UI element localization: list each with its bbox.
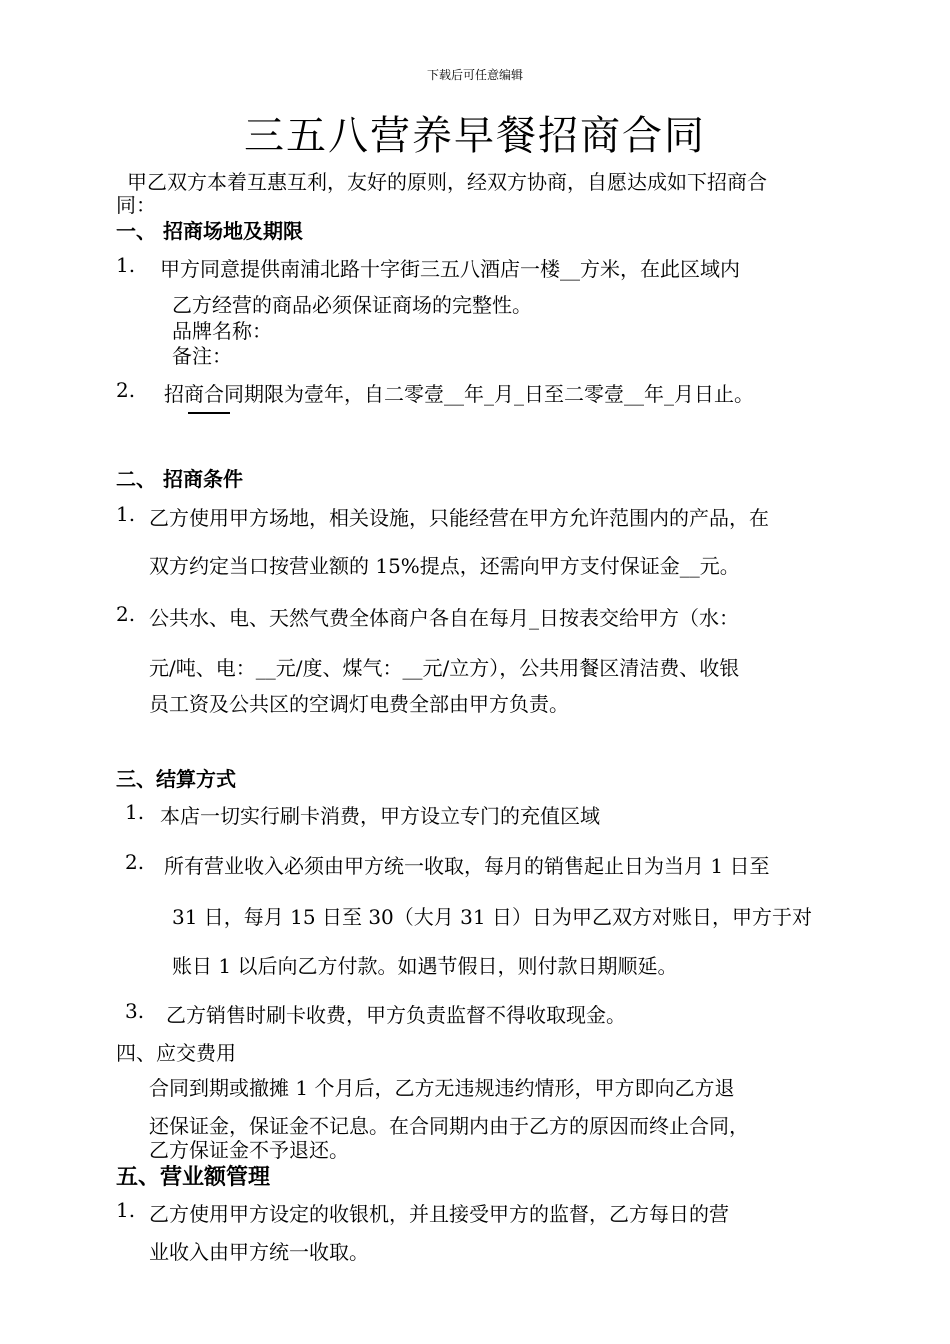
intro-line-1: 甲乙双方本着互惠互利，友好的原则，经双方协商，自愿达成如下招商合 xyxy=(127,170,767,194)
section-3-item-2-line-3: 账日 1 以后向乙方付款。如遇节假日，则付款日期顺延。 xyxy=(172,954,678,978)
header-note: 下载后可任意编辑 xyxy=(426,68,523,82)
section-2-item-1-number: 1. xyxy=(116,502,136,526)
section-3-item-1-number: 1. xyxy=(125,800,145,824)
section-3-item-1-text: 本店一切实行刷卡消费，甲方设立专门的充值区域 xyxy=(160,804,600,828)
section-4-line-1: 合同到期或撤摊 1 个月后，乙方无违规违约情形，甲方即向乙方退 xyxy=(149,1076,735,1100)
section-3-item-2-text: 所有营业收入必须由甲方统一收取，每月的销售起止日为当月 1 日至 xyxy=(164,854,770,878)
section-2-item-1-text: 乙方使用甲方场地，相关设施，只能经营在甲方允许范围内的产品，在 xyxy=(149,506,769,530)
remark-label: 备注： xyxy=(172,344,232,368)
section-3-heading: 三、结算方式 xyxy=(116,767,236,791)
document-title: 三五八营养早餐招商合同 xyxy=(244,113,706,159)
section-4-line-3: 乙方保证金不予退还。 xyxy=(149,1138,349,1162)
section-5-item-1-number: 1. xyxy=(116,1198,136,1222)
section-3-item-3-number: 3. xyxy=(125,999,145,1023)
section-3-item-2-number: 2. xyxy=(125,850,145,874)
section-3-item-2-line-2: 31 日，每月 15 日至 30（大月 31 日）日为甲乙双方对账日，甲方于对 xyxy=(172,905,812,929)
section-4-line-2: 还保证金，保证金不记息。在合同期内由于乙方的原因而终止合同， xyxy=(149,1114,749,1138)
section-2-item-2-line-3: 员工资及公共区的空调灯电费全部由甲方负责。 xyxy=(149,692,569,716)
section-1-item-1-text: 甲方同意提供南浦北路十字街三五八酒店一楼__方米，在此区域内 xyxy=(160,257,740,281)
section-2-item-2-line-2: 元/吨、电：__元/度、煤气：__元/立方），公共用餐区清洁费、收银 xyxy=(149,656,740,680)
intro-line-2: 同： xyxy=(116,193,156,217)
section-1-item-1-number: 1. xyxy=(116,253,136,277)
underline-mark xyxy=(188,412,230,414)
section-1-item-2-number: 2. xyxy=(116,378,136,402)
section-2-item-2-text: 公共水、电、天然气费全体商户各自在每月_日按表交给甲方（水： xyxy=(149,606,739,630)
section-5-heading: 五、营业额管理 xyxy=(116,1164,271,1190)
section-4-heading: 四、应交费用 xyxy=(116,1041,236,1065)
section-5-item-1-line-2: 业收入由甲方统一收取。 xyxy=(149,1240,369,1264)
section-1-item-2-text: 招商合同期限为壹年，自二零壹__年_月_日至二零壹__年_月日止。 xyxy=(164,382,754,406)
brand-name-label: 品牌名称： xyxy=(172,319,272,343)
section-2-item-1-line-2: 双方约定当口按营业额的 15%提点，还需向甲方支付保证金__元。 xyxy=(149,554,740,578)
section-5-item-1-text: 乙方使用甲方设定的收银机，并且接受甲方的监督，乙方每日的营 xyxy=(149,1202,729,1226)
section-1-item-1-line-2: 乙方经营的商品必须保证商场的完整性。 xyxy=(172,293,532,317)
section-2-item-2-number: 2. xyxy=(116,602,136,626)
section-3-item-3-text: 乙方销售时刷卡收费，甲方负责监督不得收取现金。 xyxy=(166,1003,626,1027)
section-1-heading: 一、 招商场地及期限 xyxy=(116,219,303,243)
section-2-heading: 二、 招商条件 xyxy=(116,467,243,491)
